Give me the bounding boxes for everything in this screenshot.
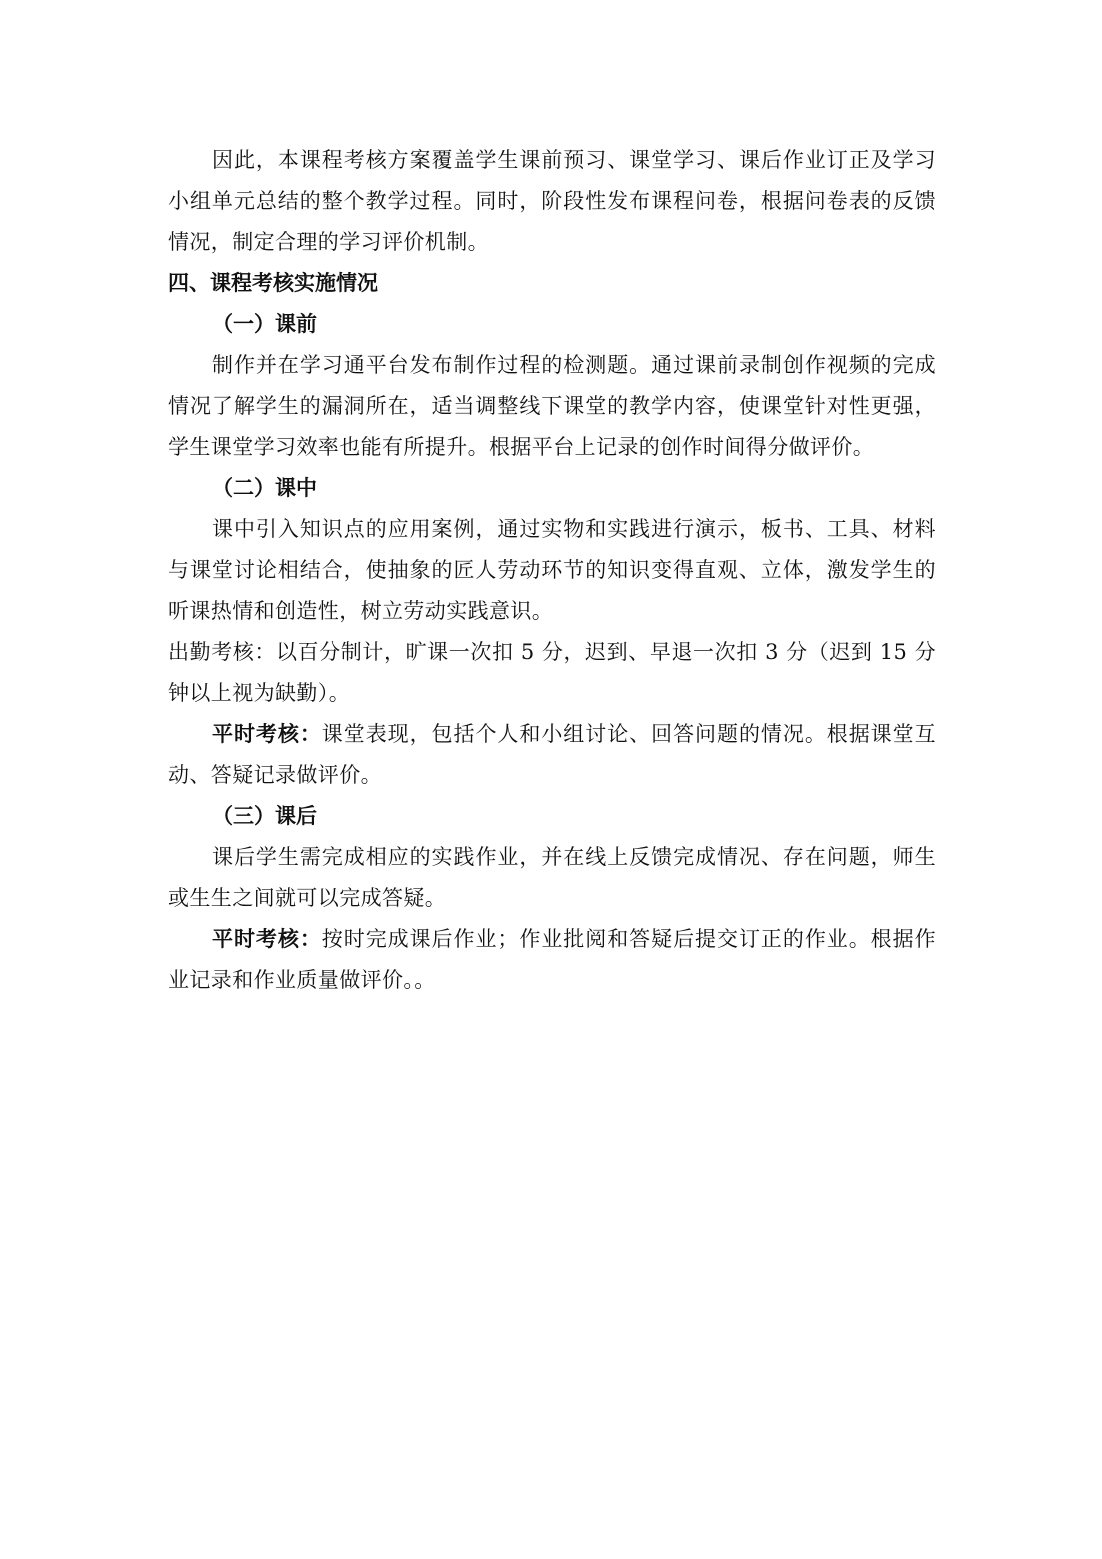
regular-assessment-label: 平时考核： <box>212 927 322 951</box>
section-heading-course-assessment: 四、课程考核实施情况 <box>168 271 378 295</box>
after-class-paragraph: 课后学生需完成相应的实践作业，并在线上反馈完成情况、存在问题，师生或生生之间就可以完成答疑。 <box>168 845 936 910</box>
subsection-heading-after-class: （三）课后 <box>212 804 317 828</box>
document-page <box>168 140 936 1001</box>
regular-assessment-text: 按时完成课后作业；作业批阅和答疑后提交订正的作业。根据作业记录和作业质量做评价。。 <box>168 927 936 992</box>
before-class-paragraph: 制作并在学习通平台发布制作过程的检测题。通过课前录制创作视频的完成情况了解学生的漏洞所在，适当调整线下课堂的教学内容，使课堂针对性更强，学生课堂学习效率也能有所提升。根据平台上记录的创作时间得分做评价。 <box>168 353 936 459</box>
intro-paragraph: 因此，本课程考核方案覆盖学生课前预习、课堂学习、课后作业订正及学习小组单元总结的整个教学过程。同时，阶段性发布课程问卷，根据问卷表的反馈情况，制定合理的学习评价机制。 <box>168 148 936 254</box>
regular-assessment-label: 平时考核： <box>212 722 322 746</box>
during-class-regular-assessment <box>168 714 936 796</box>
during-class-paragraph: 课中引入知识点的应用案例，通过实物和实践进行演示，板书、工具、材料与课堂讨论相结合，使抽象的匠人劳动环节的知识变得直观、立体，激发学生的听课热情和创造性，树立劳动实践意识。 <box>168 517 936 623</box>
after-class-regular-assessment <box>168 919 936 1001</box>
regular-assessment-text: 课堂表现，包括个人和小组讨论、回答问题的情况。根据课堂互动、答疑记录做评价。 <box>168 722 936 787</box>
attendance-paragraph: 出勤考核：以百分制计，旷课一次扣 5 分，迟到、早退一次扣 3 分（迟到 15 分钟以上视为缺勤）。 <box>168 640 936 705</box>
subsection-heading-during-class: （二）课中 <box>212 476 317 500</box>
subsection-heading-before-class: （一）课前 <box>212 312 317 336</box>
